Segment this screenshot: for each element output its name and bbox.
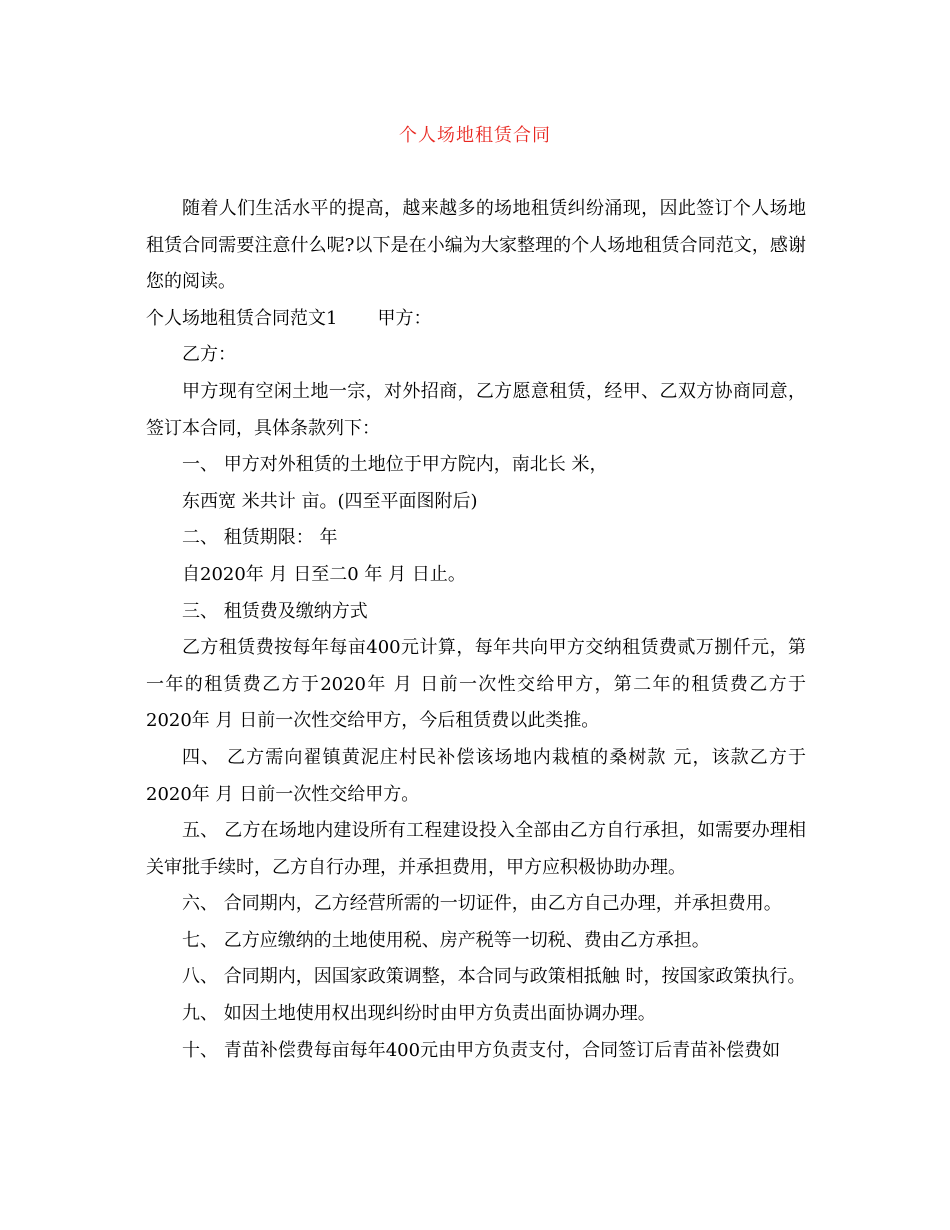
clause-2-continued: 自2020年 月 日至二0 年 月 日止。 [182, 563, 466, 585]
clause-4: 四、 乙方需向翟镇黄泥庄村民补偿该场地内栽植的桑树款 元，该款乙方于2020年 月 日前一次性交给甲方。 [146, 746, 806, 805]
clause-9: 九、 如因土地使用权出现纠纷时由甲方负责出面协调办理。 [182, 1003, 656, 1025]
clause-1-continued: 东西宽 米共计 亩。(四至平面图附后) [182, 490, 478, 512]
section-heading: 个人场地租赁合同范文1 [146, 307, 338, 329]
party-a-label: 甲方： [377, 307, 432, 329]
contract-paragraph: 甲方现有空闲土地一宗，对外招商，乙方愿意租赁，经甲、乙双方协商同意，签订本合同，具体条款列下： [146, 380, 806, 439]
clause-8: 八、 合同期内，因国家政策调整，本合同与政策相抵触 时，按国家政策执行。 [182, 966, 806, 988]
intro-paragraph: 随着人们生活水平的提高，越来越多的场地租赁纠纷涌现，因此签订个人场地租赁合同需要注意什么呢?以下是在小编为大家整理的个人场地租赁合同范文，感谢您的阅读。 [146, 198, 806, 293]
party-b-label: 乙方： [182, 344, 236, 366]
document-title: 个人场地租赁合同 [399, 125, 551, 146]
clause-7: 七、 乙方应缴纳的土地使用税、房产税等一切税、费由乙方承担。 [182, 929, 710, 951]
clause-1: 一、 甲方对外租赁的土地位于甲方院内，南北长 米， [182, 454, 608, 476]
clause-10: 十、 青苗补偿费每亩每年400元由甲方负责支付，合同签订后青苗补偿费如 [182, 1039, 781, 1061]
clause-3-content: 乙方租赁费按每年每亩400元计算，每年共向甲方交纳租赁费贰万捌仟元，第一年的租赁费乙方于2020年 月 日前一次性交给甲方，第二年的租赁费乙方于2020年 月 日前一次性交给甲方，今后租赁费以此类推。 [146, 637, 806, 732]
document-body [146, 191, 806, 1069]
clause-5: 五、 乙方在场地内建设所有工程建设投入全部由乙方自行承担，如需要办理相关审批手续时，乙方自行办理，并承担费用，甲方应积极协助办理。 [146, 820, 806, 878]
section-heading-line [146, 301, 806, 338]
clause-3: 三、 租赁费及缴纳方式 [182, 600, 368, 622]
clause-6: 六、 合同期内，乙方经营所需的一切证件，由乙方自己办理，并承担费用。 [182, 893, 782, 915]
clause-2: 二、 租赁期限： 年 [182, 527, 338, 549]
